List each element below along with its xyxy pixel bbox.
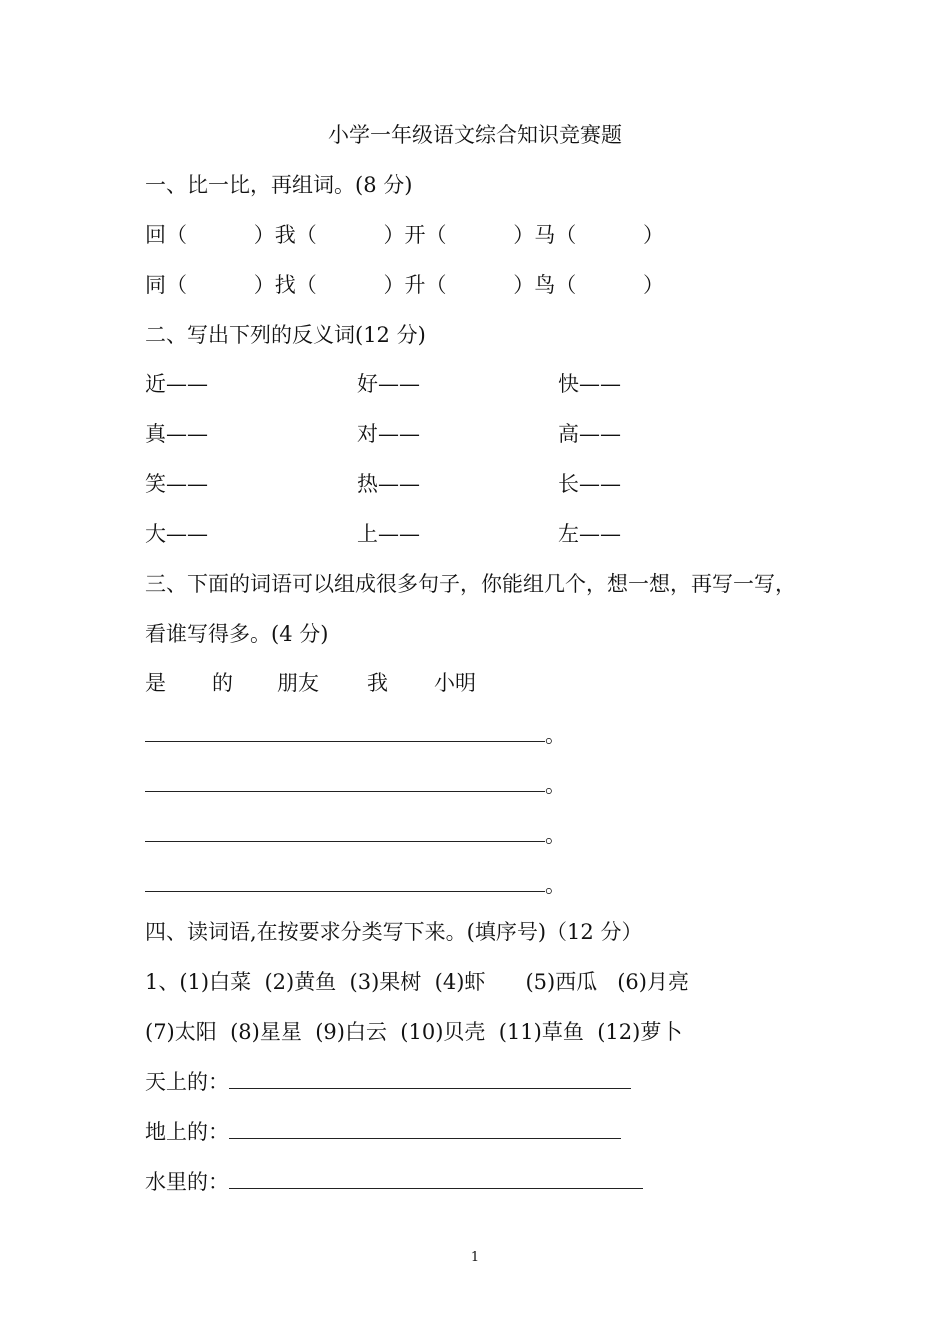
category-sky-blank[interactable] (229, 1071, 631, 1089)
word-item: 的 (212, 671, 233, 695)
word-item: 是 (145, 671, 166, 695)
category-water (145, 1169, 643, 1195)
antonym-item: 快—— (558, 372, 621, 396)
period: 。 (545, 823, 566, 847)
compare-row-2: 同（ ）找（ ）升（ ）鸟（ ） (145, 273, 665, 297)
category-sky (145, 1069, 631, 1095)
sentence-answer-line[interactable] (145, 772, 566, 798)
antonym-item: 大—— (145, 522, 208, 546)
antonym-item: 左—— (558, 522, 621, 546)
sentence-answer-line[interactable] (145, 872, 566, 898)
category-land-blank[interactable] (229, 1121, 621, 1139)
section-3-heading-line-1: 三、下面的词语可以组成很多句子，你能组几个，想一想，再写一写， (145, 572, 796, 596)
category-water-label: 水里的： (145, 1170, 229, 1194)
antonym-item: 高—— (558, 422, 621, 446)
antonym-item: 近—— (145, 372, 208, 396)
period: 。 (545, 773, 566, 797)
section-1-heading: 一、比一比，再组词。(8 分) (145, 173, 413, 197)
antonym-item: 对—— (357, 422, 420, 446)
antonym-item: 真—— (145, 422, 208, 446)
period: 。 (545, 723, 566, 747)
word-list-line-2: (7)太阳 (8)星星 (9)白云 (10)贝壳 (11)草鱼 (12)萝卜 (145, 1020, 683, 1044)
antonym-item: 笑—— (145, 472, 208, 496)
section-2-heading: 二、写出下列的反义词(12 分) (145, 323, 426, 347)
section-3-heading-line-2: 看谁写得多。(4 分) (145, 622, 329, 646)
word-list-line-1: 1、(1)白菜 (2)黄鱼 (3)果树 (4)虾 (5)西瓜 (6)月亮 (145, 970, 689, 994)
category-water-blank[interactable] (229, 1171, 643, 1189)
section-4-heading: 四、读词语,在按要求分类写下来。(填序号)（12 分） (145, 920, 643, 944)
sentence-answer-line[interactable] (145, 722, 566, 748)
antonym-item: 长—— (558, 472, 621, 496)
antonym-item: 热—— (357, 472, 420, 496)
antonym-item: 好—— (357, 372, 420, 396)
page-title: 小学一年级语文综合知识竞赛题 (328, 123, 622, 147)
compare-row-1: 回（ ）我（ ）开（ ）马（ ） (145, 223, 665, 247)
sentence-answer-line[interactable] (145, 822, 566, 848)
category-sky-label: 天上的： (145, 1070, 229, 1094)
period: 。 (545, 873, 566, 897)
category-land (145, 1119, 621, 1145)
word-item: 我 (367, 671, 388, 695)
category-land-label: 地上的： (145, 1120, 229, 1144)
page-number: 1 (470, 1250, 480, 1265)
word-item: 朋友 (277, 671, 319, 695)
word-item: 小明 (434, 671, 476, 695)
antonym-item: 上—— (357, 522, 420, 546)
